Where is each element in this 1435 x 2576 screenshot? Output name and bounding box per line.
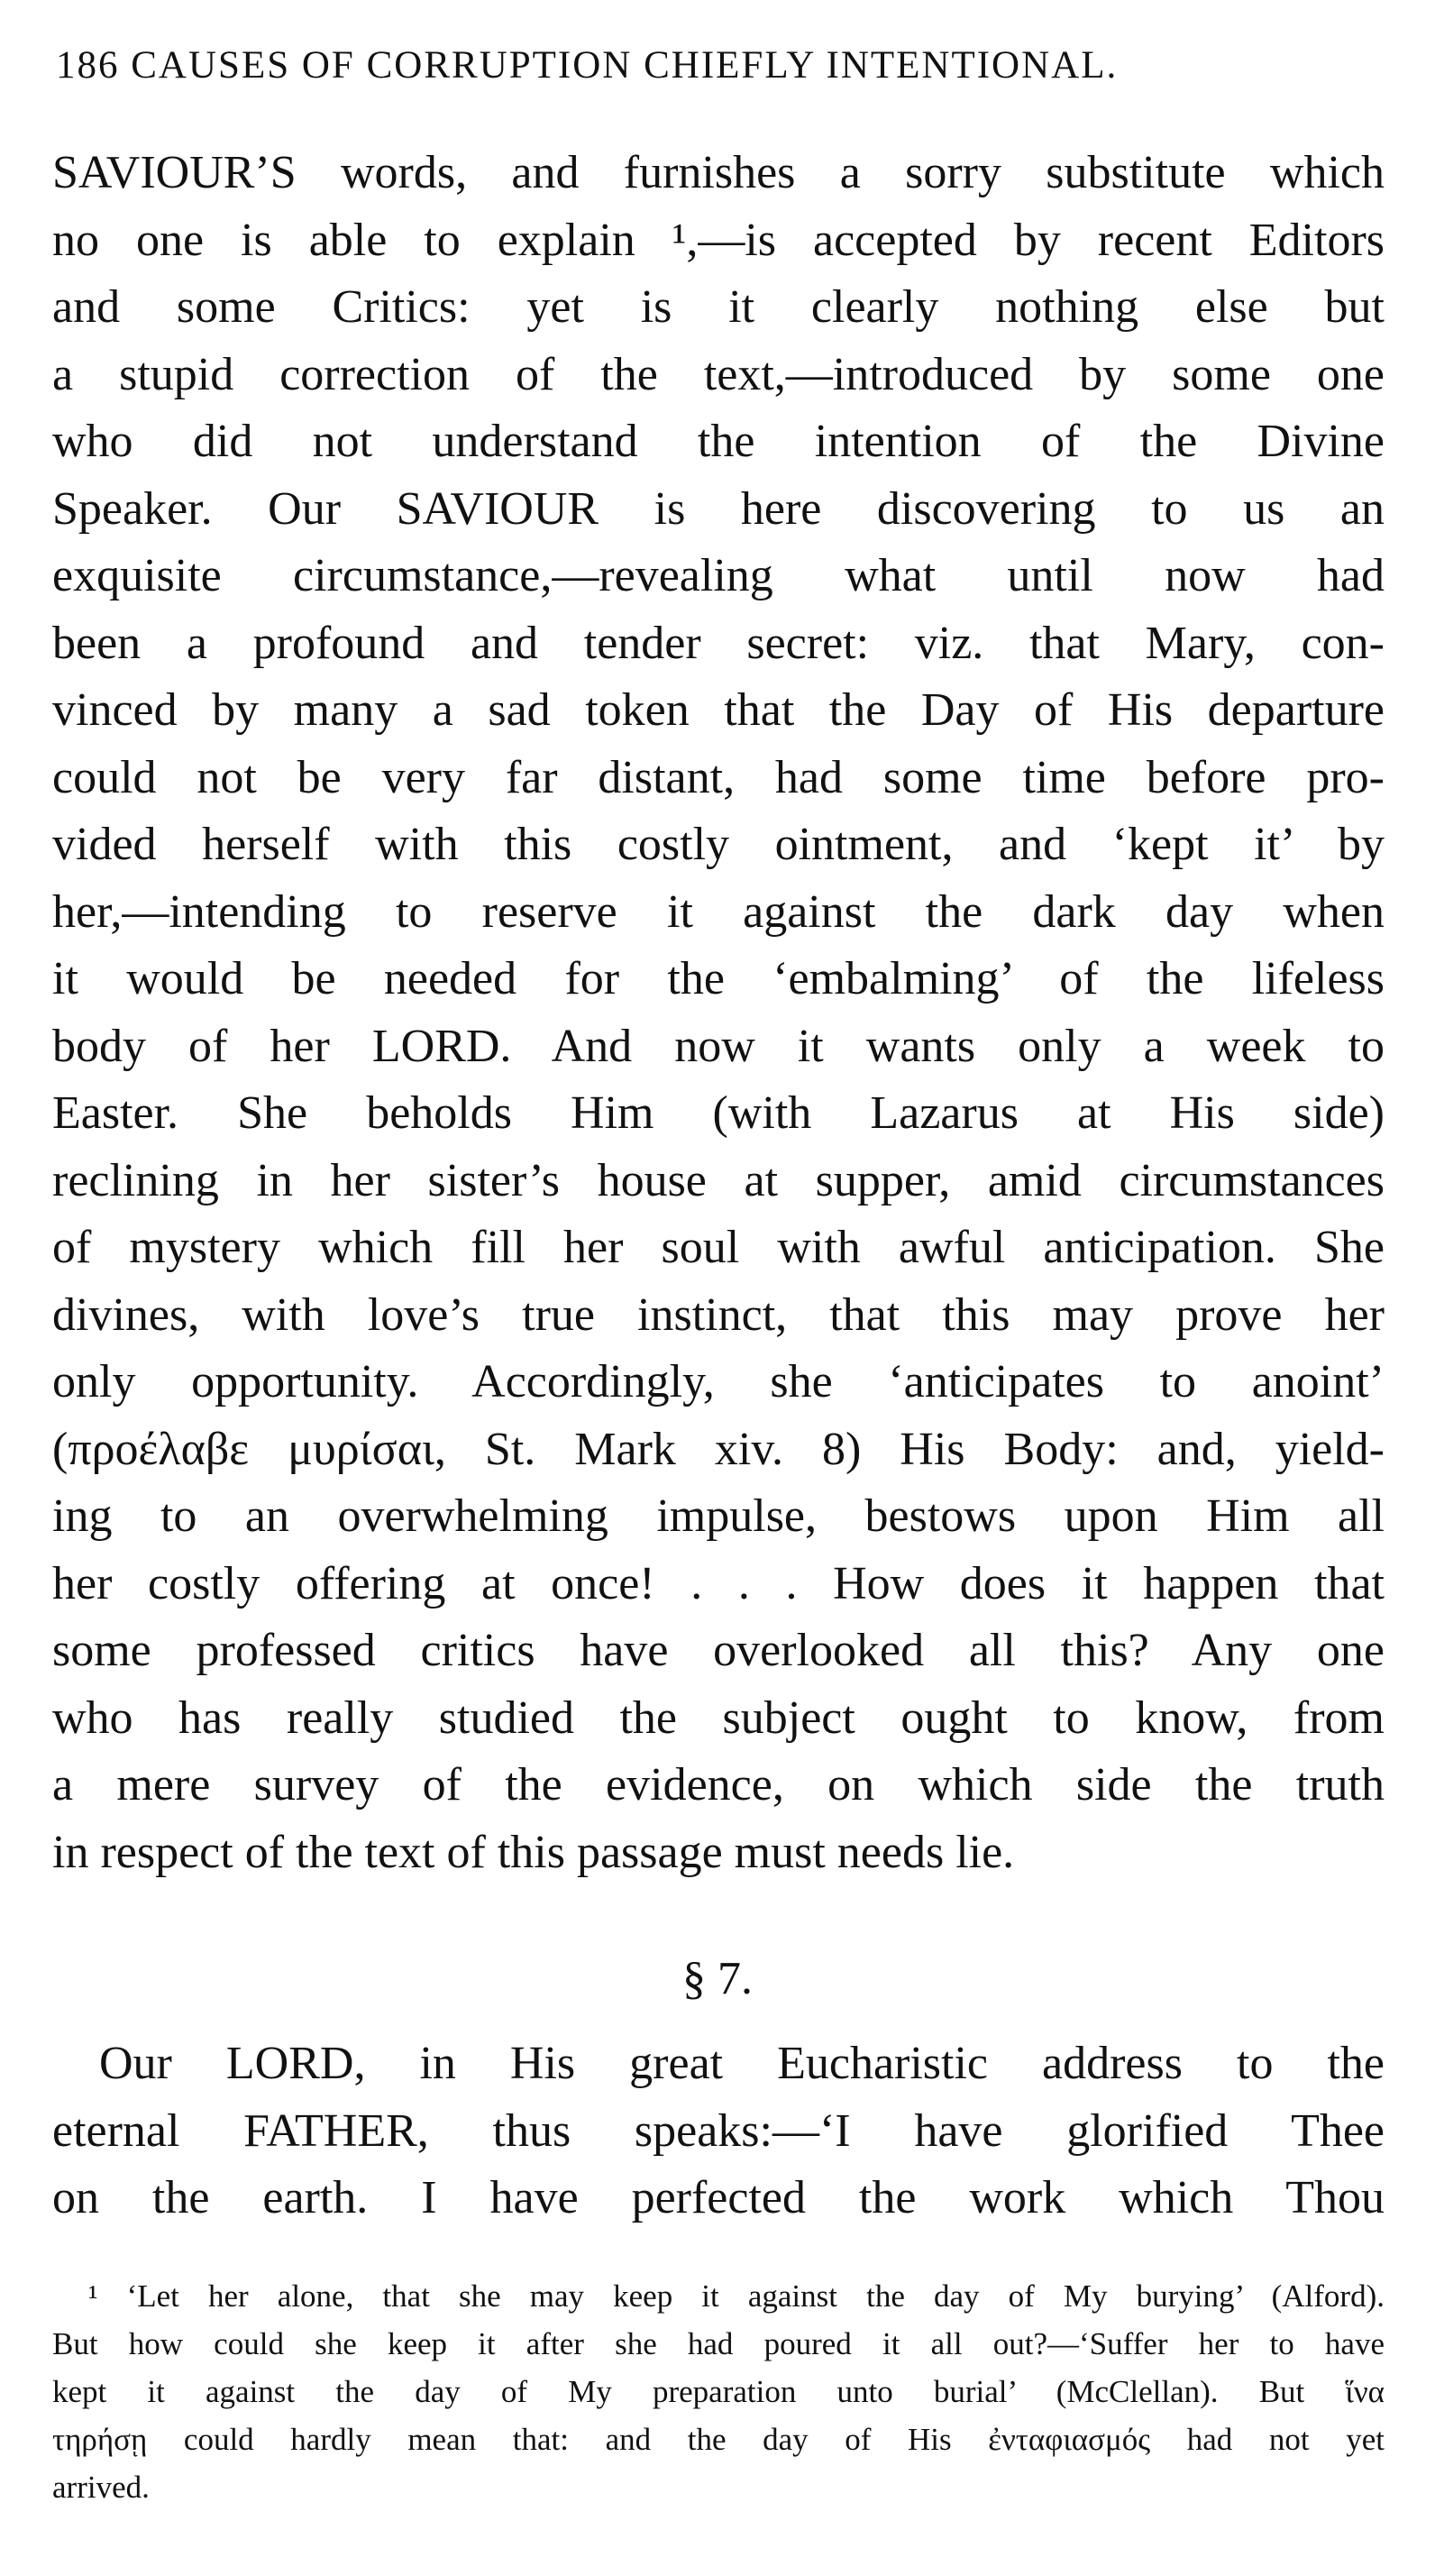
text-line: exquisite circumstance,—revealing what until now had [52,550,1385,601]
text-line: Easter. She beholds Him (with Lazarus at His side) [52,1087,1385,1139]
text-line: Our LORD, in His great Eucharistic address to the [99,2038,1385,2089]
running-header [56,43,1379,88]
text-line: ing to an overwhelming impulse, bestows upon Him all [52,1490,1385,1542]
section-paragraph [52,2031,1385,2232]
text-line: could not be very far distant, had some time before pro- [52,751,1385,803]
text-line: Speaker. Our SAVIOUR is here discovering to us an [52,482,1385,535]
text-line: her,—intending to reserve it against the dark day when [52,885,1385,938]
footnote-line: arrived. [52,2470,150,2505]
text-line: and some Critics: yet is it clearly nothing else but [52,281,1385,333]
page-number: 186 [56,44,120,87]
text-line: only opportunity. Accordingly, she ‘anticipates to anoint’ [52,1356,1385,1407]
text-line: reclining in her sister’s house at supper, amid circumstances [52,1154,1385,1206]
footnote-line: But how could she keep it after she had poured it all out?—‘Suffer her to have [52,2326,1385,2361]
text-line: in respect of the text of this passage must needs lie. [52,1826,1015,1878]
text-line: vinced by many a sad token that the Day of His departure [52,684,1385,736]
text-line: (προέλαβε μυρίσαι, St. Mark xiv. 8) His Body: and, yield- [52,1423,1385,1475]
footnote [52,2272,1385,2511]
text-line: been a profound and tender secret: viz. that Mary, con- [52,617,1385,669]
text-line: a stupid correction of the text,—introduced by some one [52,348,1385,400]
text-line: who has really studied the subject ought to know, from [52,1691,1385,1744]
footnote-line: ¹ ‘Let her alone, that she may keep it against the day of My burying’ (Alford). [88,2278,1385,2314]
text-line: on the earth. I have perfected the work which Thou [52,2172,1385,2223]
footnote-line: τηρήσῃ could hardly mean that: and the day of His ἐνταφιασμός had not yet [52,2422,1385,2457]
main-paragraph [52,140,1385,1886]
text-line: eternal FATHER, thus speaks:—‘I have glorified Thee [52,2104,1385,2157]
section-heading: § 7. [682,1953,753,2004]
text-line: a mere survey of the evidence, on which side the truth [52,1759,1385,1811]
text-line: her costly offering at once! . . . How does it happen that [52,1557,1385,1609]
text-line: no one is able to explain ¹,—is accepted by recent Editors [52,214,1385,266]
text-line: some professed critics have overlooked all this? Any one [52,1625,1385,1676]
text-line: it would be needed for the ‘embalming’ of the lifeless [52,953,1385,1004]
text-line: body of her LORD. And now it wants only a week to [52,1020,1385,1072]
text-line: divines, with love’s true instinct, that this may prove her [52,1288,1385,1341]
footnote-line: kept it against the day of My preparation unto burial’ (McClellan). But ἵνα [52,2374,1385,2409]
text-line: SAVIOUR’S words, and furnishes a sorry substitute which [52,147,1385,198]
running-title: CAUSES OF CORRUPTION CHIEFLY INTENTIONAL. [131,44,1119,87]
text-line: vided herself with this costly ointment, and ‘kept it’ by [52,819,1385,870]
text-line: of mystery which fill her soul with awful anticipation. She [52,1222,1385,1273]
text-line: who did not understand the intention of the Divine [52,416,1385,467]
